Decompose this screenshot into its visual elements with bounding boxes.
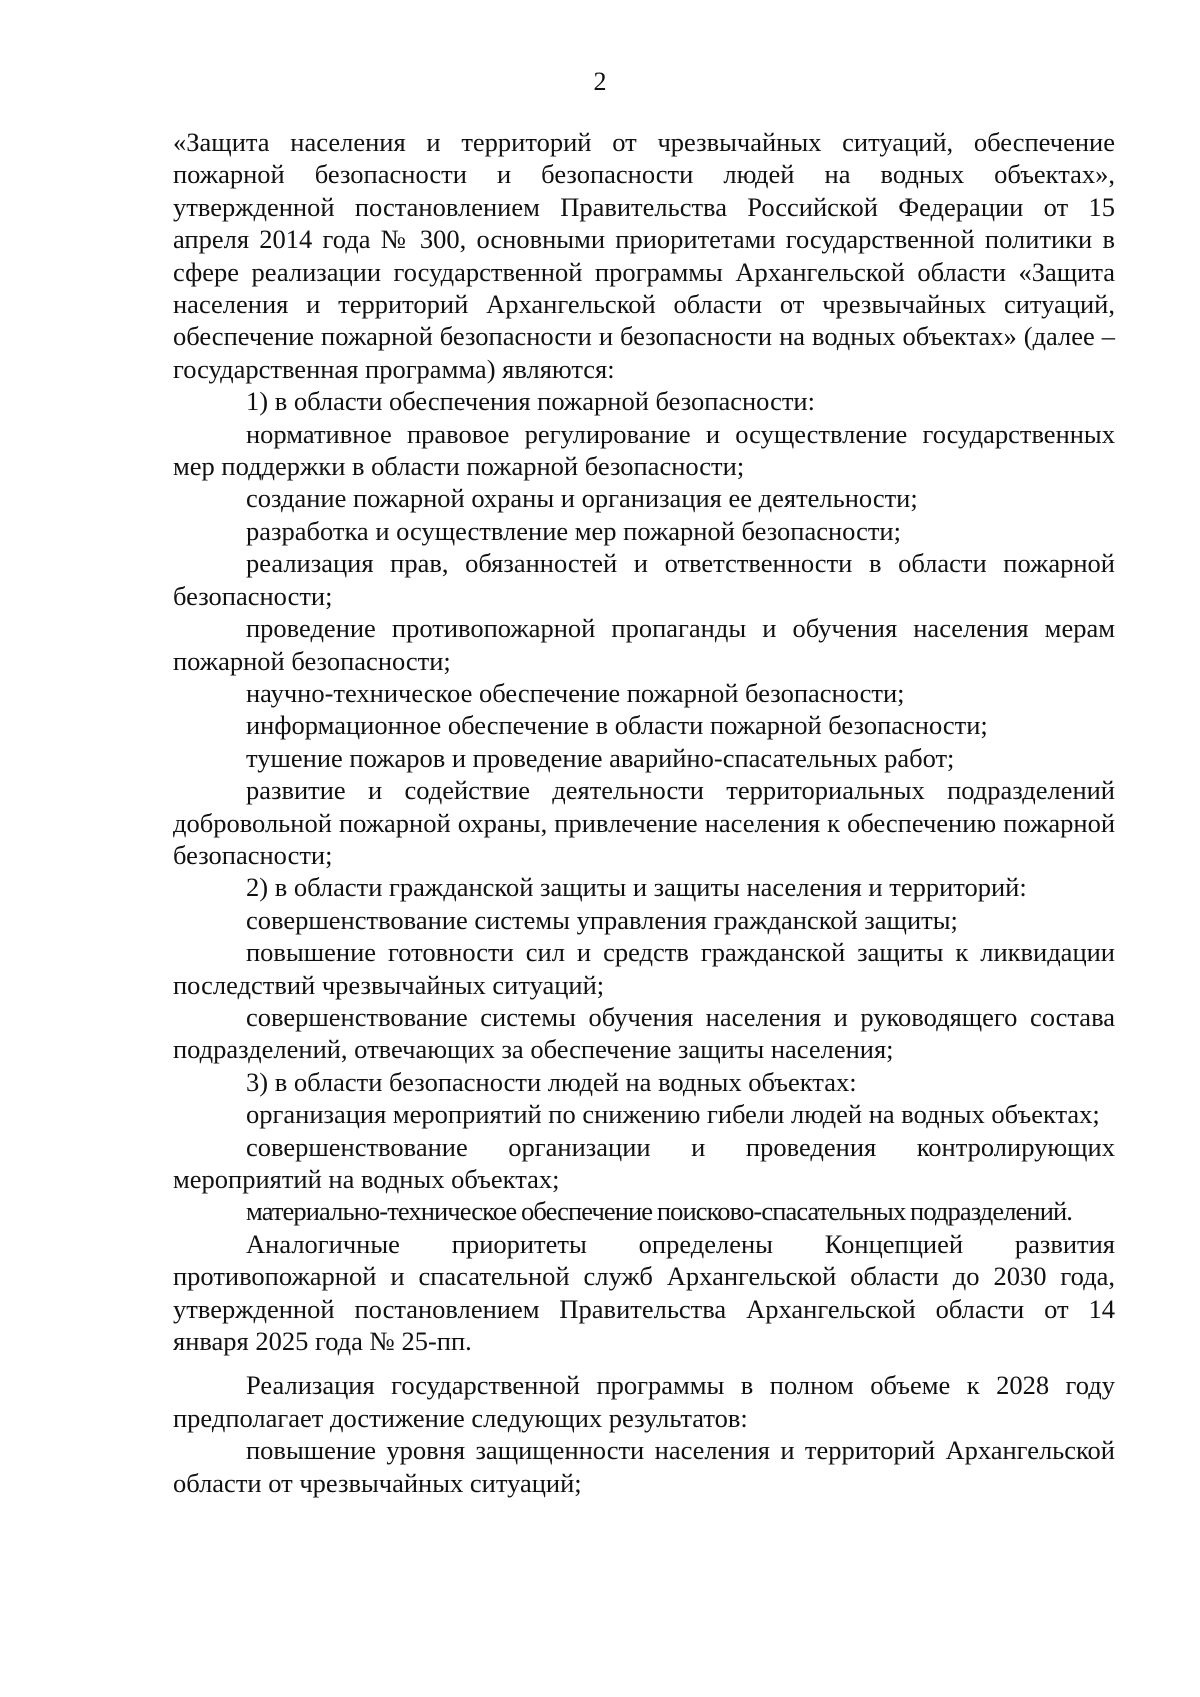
paragraph-water-safety-heading: 3) в области безопасности людей на водных объектах: [246, 1066, 857, 1097]
paragraph: материально-техническое обеспечение поисково-спасательных подразделений. [246, 1196, 1072, 1227]
page-number: 2 [593, 67, 607, 96]
paragraph: повышение готовности сил и средств гражданской защиты к ликвидации последствий чрезвычайных ситуаций; [173, 937, 1115, 1000]
paragraph: развитие и содействие деятельности территориальных подразделений добровольной пожарной охраны, привлечение населения к обеспечению пожарной безопасности; [173, 775, 1115, 870]
paragraph: совершенствование системы управления гражданской защиты; [246, 904, 958, 935]
paragraph: информационное обеспечение в области пожарной безопасности; [246, 710, 988, 741]
paragraph-results-intro: Реализация государственной программы в полном объеме к 2028 году предполагает достижение следующих результатов: [173, 1370, 1115, 1433]
paragraph: тушение пожаров и проведение аварийно-спасательных работ; [246, 742, 955, 773]
paragraph-civil-defense-heading: 2) в области гражданской защиты и защиты населения и территорий: [246, 872, 1027, 903]
paragraph-fire-safety-heading: 1) в области обеспечения пожарной безопасности: [246, 386, 815, 417]
document-body [173, 126, 1115, 1499]
paragraph: организация мероприятий по снижению гибели людей на водных объектах; [246, 1099, 1100, 1130]
paragraph: создание пожарной охраны и организация ее деятельности; [246, 483, 918, 514]
paragraph: совершенствование системы обучения населения и руководящего состава подразделений, отвечающих за обеспечение защиты населения; [173, 1001, 1115, 1065]
paragraph-concept: Аналогичные приоритеты определены Концепцией развития противопожарной и спасательной служб Архангельской области до 2030 года, утвержденной постановлением Правительства Архангельской области от 14 января 2025 года № 25-пп. [173, 1228, 1115, 1357]
paragraph: разработка и осуществление мер пожарной безопасности; [246, 515, 901, 546]
paragraph: проведение противопожарной пропаганды и обучения населения мерам пожарной безопасности; [173, 613, 1115, 676]
paragraph-intro: «Защита населения и территорий от чрезвычайных ситуаций, обеспечение пожарной безопасности и безопасности людей на водных объектах», утвержденной постановлением Правительства Российской Федерации от 15 апреля 2014 года № 300, основными приоритетами государственной политики в сфере реализации государственной программы Архангельской области «Защита населения и территорий Архангельской области от чрезвычайных ситуаций, обеспечение пожарной безопасности и безопасности на водных объектах» (далее – государственная программа) являются: [173, 127, 1115, 384]
paragraph: научно-техническое обеспечение пожарной безопасности; [246, 677, 905, 708]
paragraph: нормативное правовое регулирование и осуществление государственных мер поддержки в области пожарной безопасности; [173, 418, 1115, 482]
paragraph: совершенствование организации и проведения контролирующих мероприятий на водных объектах; [173, 1131, 1115, 1194]
paragraph: реализация прав, обязанностей и ответственности в области пожарной безопасности; [173, 548, 1115, 611]
paragraph: повышение уровня защищенности населения и территорий Архангельской области от чрезвычайных ситуаций; [173, 1435, 1115, 1498]
